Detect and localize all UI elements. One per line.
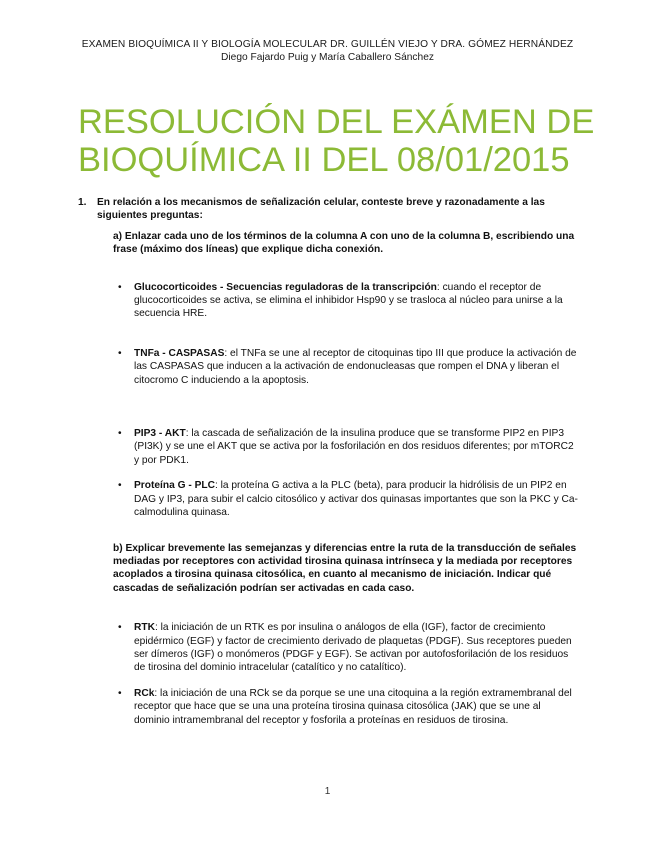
item-term: Proteína G - PLC [134,480,215,492]
list-item [118,347,578,387]
item-text: : la iniciación de una RCk se da porque se une una citoquina a la región extramembranal del receptor que hace que se una una proteína tirosina quinasa citosólica (JAK) que se une al dominio intramembranal del receptor y fosforila a proteínas en residuos de tirosina. [134,687,572,726]
list-item [118,427,578,467]
item-text: : el TNFa se une al receptor de citoquinas tipo III que produce la activación de las CASPASAS que inducen a la activación de endonucleasas que rompen el DNA y liberan el citocromo C induciendo a la apoptosis. [134,347,577,386]
item-term: TNFa - CASPASAS [134,347,225,359]
bullet-icon: • [118,480,122,492]
header-authors-line: Diego Fajardo Puig y María Caballero Sánchez [221,52,434,63]
list-item [118,281,578,321]
item-text: : la proteína G activa a la PLC (beta), para producir la hidrólisis de un PIP2 en DAG y IP3, para subir el calcio citosólico y activar dos quinasas importantes que son la PKC y Ca-calmodulina quinasa. [134,480,578,519]
bullet-icon: • [118,347,122,359]
part-a-prompt: a) Enlazar cada uno de los términos de la columna A con uno de la columna B, escribiendo una frase (máximo dos líneas) que explique dicha conexión. [113,230,575,256]
question-text: En relación a los mecanismos de señalización celular, conteste breve y razonadamente a las siguientes preguntas: [97,197,545,222]
document-body [78,196,578,727]
list-item [118,479,578,519]
part-b-prompt: b) Explicar brevemente las semejanzas y diferencias entre la ruta de la transducción de señales mediadas por receptores con actividad tirosina quinasa intrínseca y la mediada por receptores acoplados a tirosina quinasa citosólica, en cuanto al mecanismo de iniciación. Indicar qué cascadas de señalización podrían ser activadas en cada caso. [113,542,577,594]
item-term: RCk [134,687,155,699]
document-title: RESOLUCIÓN DEL EXÁMEN DE BIOQUÍMICA II DEL 08/01/2015 [78,103,595,180]
item-term: Glucocorticoides - Secuencias reguladoras de la transcripción [134,281,437,293]
header-course-line: EXAMEN BIOQUÍMICA II Y BIOLOGÍA MOLECULAR DR. GUILLÉN VIEJO Y DRA. GÓMEZ HERNÁNDEZ [81,39,574,50]
item-term: RTK [134,622,155,634]
question-1 [78,196,578,223]
bullet-icon: • [118,428,122,440]
bullet-icon: • [118,687,122,699]
item-text: : la cascada de señalización de la insulina produce que se transforme PIP2 en PIP3 (PI3K) y se une el AKT que se activa por la fosforilación en dos residuos diferentes; por mTORC2 y por PDK1. [134,428,574,466]
page-header [0,38,655,64]
list-item [118,621,578,675]
item-text: : la iniciación de un RTK es por insulina o análogos de ella (IGF), factor de crecimiento epidérmico (EGF) y factor de crecimiento derivado de plaquetas (PDGF). Sus receptores pueden ser dímeros (IGF) o monómeros (PDGF y EGF). Se activan por autofosforilación de los residuos de tirosina del dominio intracelular (catalítico y no catalítico). [134,622,572,674]
question-number: 1. [78,197,87,208]
page-number: 1 [324,786,331,797]
bullet-icon: • [118,622,122,634]
item-text: : cuando el receptor de glucocorticoides se activa, se elimina el inhibidor Hsp90 y se trasloca al núcleo para unirse a la secuencia HRE. [134,281,563,320]
bullet-icon: • [118,281,122,293]
item-term: PIP3 - AKT [134,428,186,440]
list-item [118,687,578,727]
